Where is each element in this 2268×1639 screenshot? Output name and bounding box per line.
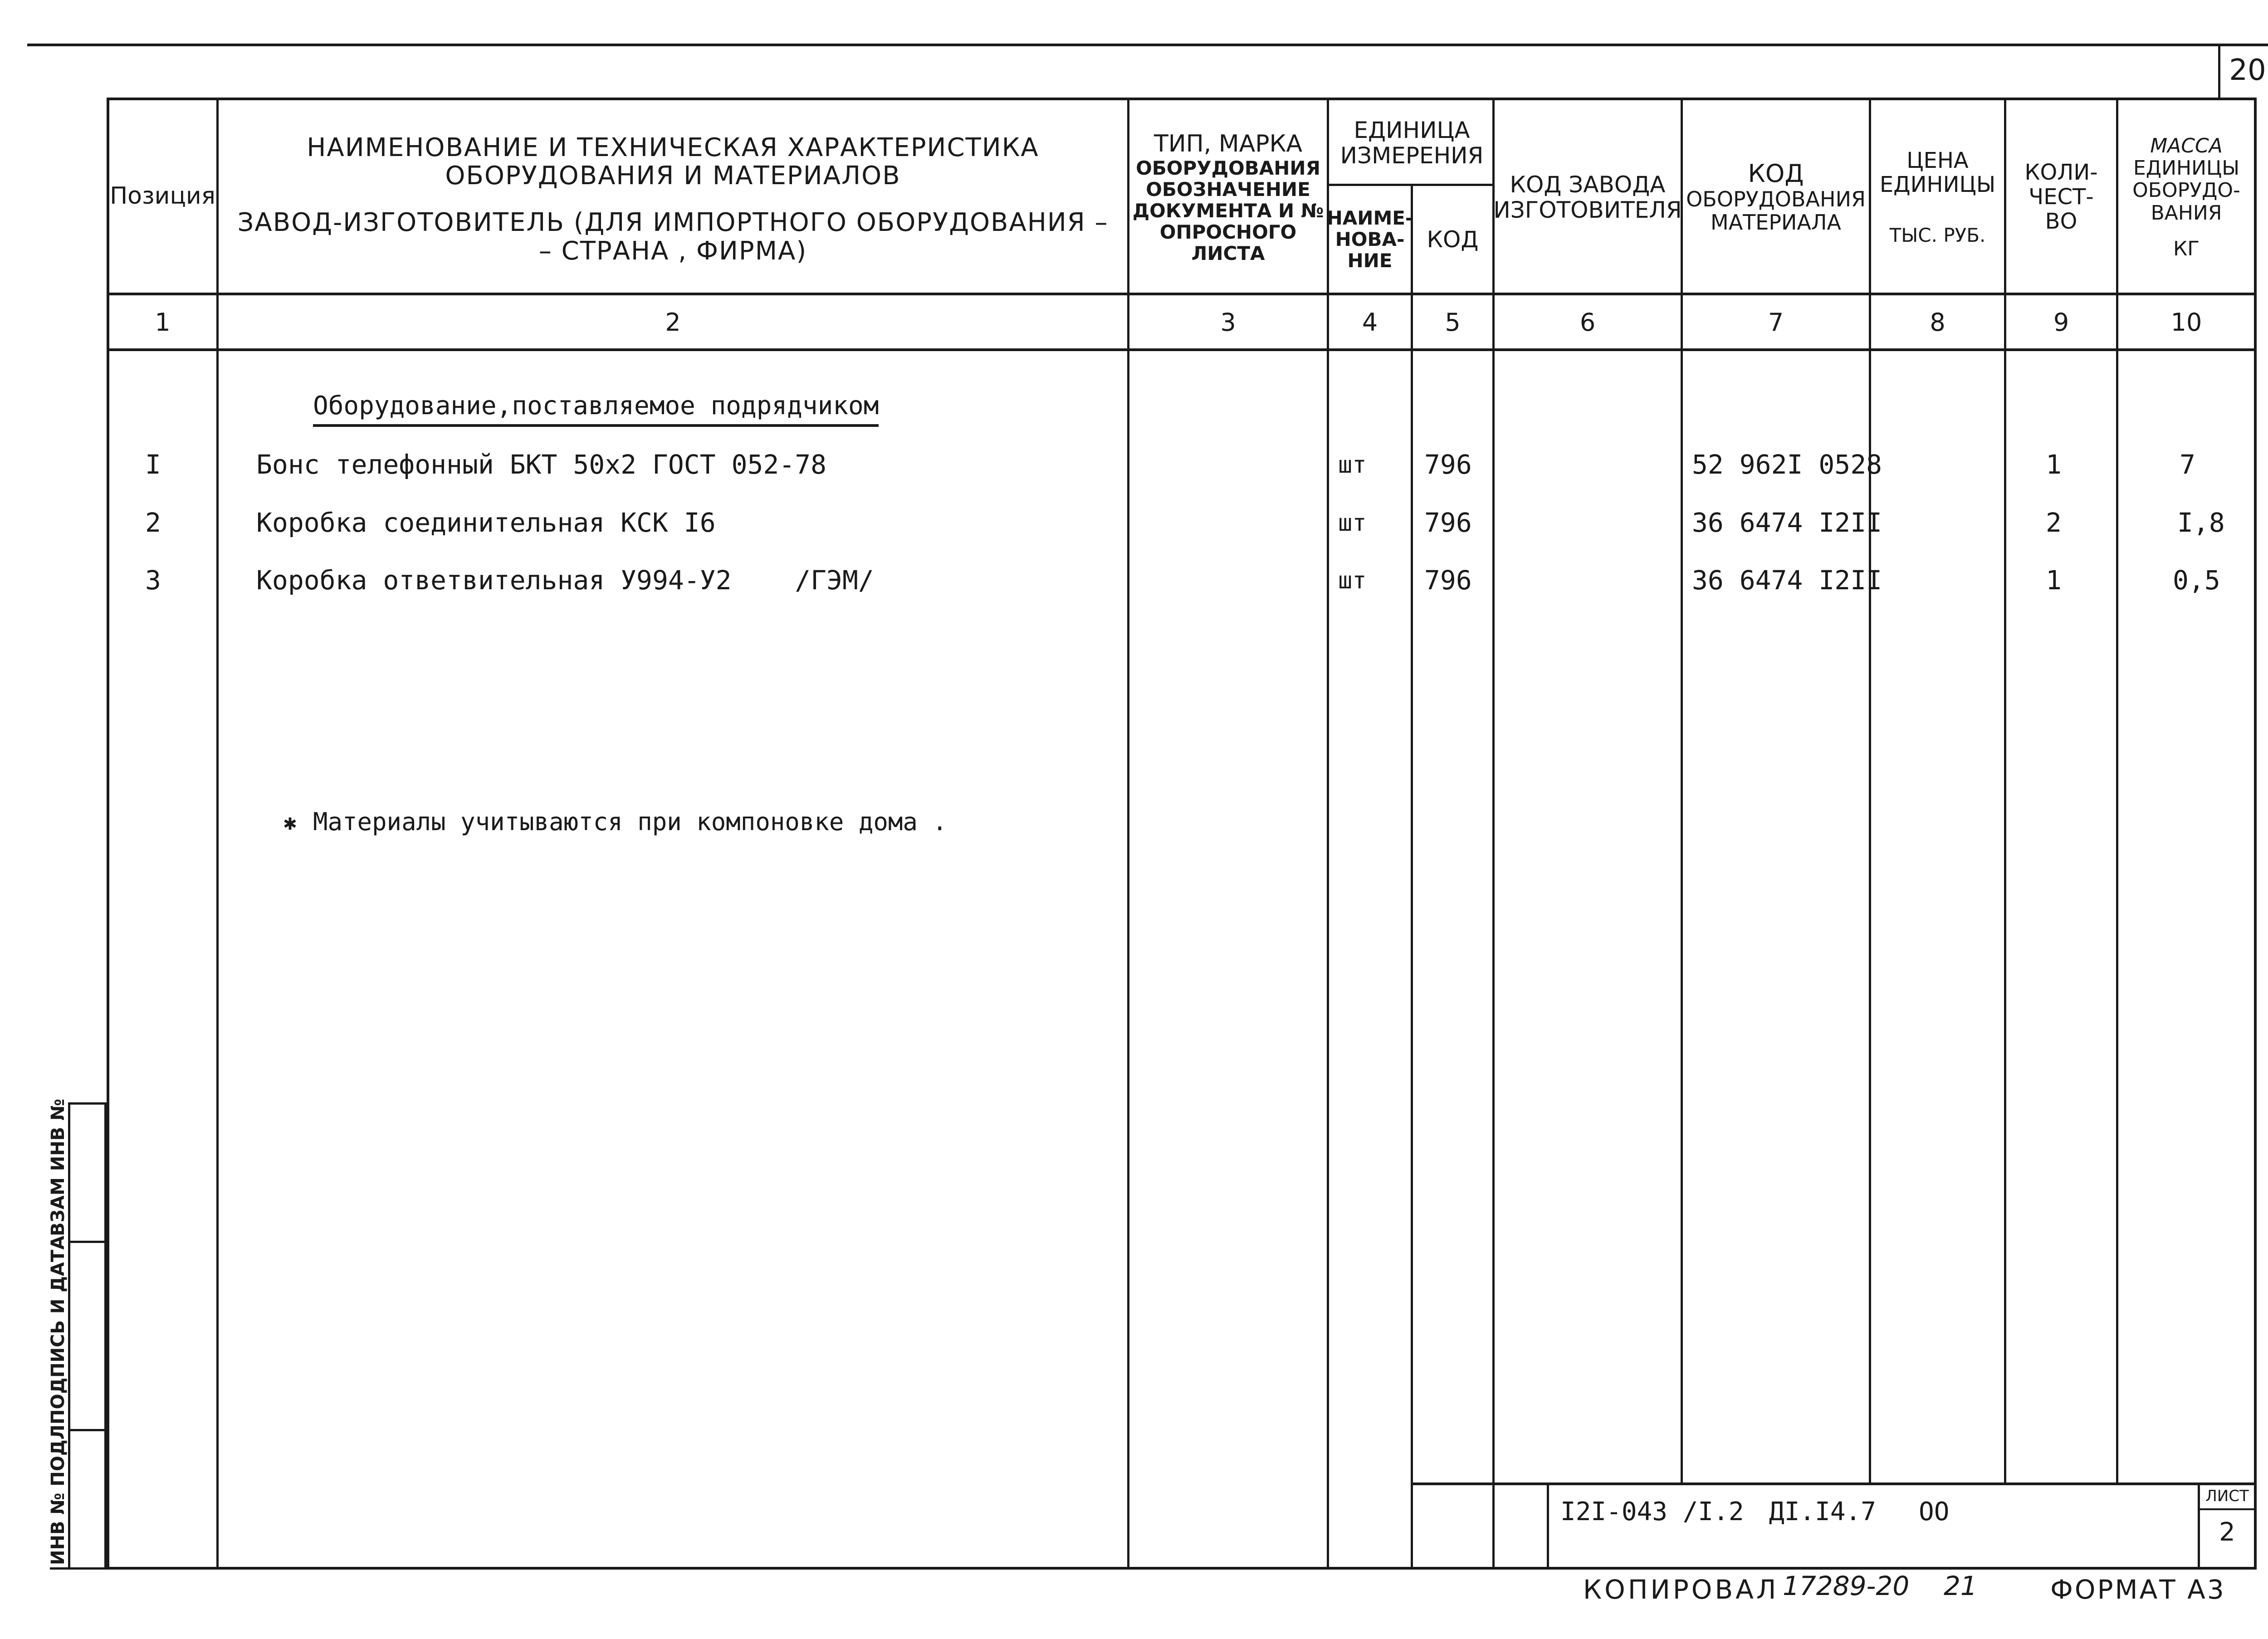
stamp-doc-code: I2I-043 /I.2	[1560, 1497, 1744, 1526]
footer-copied-number: 17289-20	[1783, 1571, 1910, 1601]
side-stamp-sep2	[68, 1429, 107, 1431]
header-col4	[1326, 186, 1413, 293]
header-col10-line1: МАССА	[2150, 134, 2223, 157]
row1-unit-code: 796	[1424, 449, 1472, 480]
header-col8	[1871, 102, 2004, 293]
header-col1-label: Позиция	[110, 182, 215, 210]
header-unit-line2: ИЗМЕРЕНИЯ	[1340, 142, 1484, 169]
note-mark: ✱	[284, 810, 297, 835]
sheet-number: 20	[2229, 54, 2266, 87]
side-stamp-top	[68, 1102, 107, 1105]
header-col10-line5: КГ	[2173, 237, 2200, 260]
col-number-2: 2	[665, 308, 681, 337]
header-col3-line4: ДОКУМЕНТА И №	[1132, 199, 1324, 222]
col-divider-4	[1411, 184, 1413, 1570]
header-col6-line1: КОД ЗАВОДА	[1510, 171, 1666, 198]
row1-material-code: 52 962I 0528	[1692, 449, 1882, 480]
col-number-3: 3	[1220, 308, 1236, 337]
header-col8-line3: ТЫС. РУБ.	[1889, 224, 1986, 247]
header-col2	[219, 109, 1127, 290]
row3-material-code: 36 6474 I2II	[1692, 565, 1882, 596]
header-col9-line2: ЧЕСТ-	[2028, 184, 2094, 210]
footer-copied-extra: 21	[1944, 1571, 1977, 1601]
header-col10-line4: ВАНИЯ	[2151, 201, 2222, 225]
header-col8-line2: ЕДИНИЦЫ	[1879, 172, 1996, 198]
stamp-doc-part: ДI.I4.7	[1769, 1497, 1877, 1526]
col-number-1: 1	[155, 308, 171, 337]
header-col6	[1495, 102, 1681, 293]
stamp-divider-b	[1547, 1482, 1549, 1570]
header-col4-line3: НИЕ	[1347, 250, 1393, 272]
header-col10-line2: ЕДИНИЦЫ	[2133, 157, 2240, 180]
side-stamp-bottom	[50, 1567, 107, 1570]
header-unit-line1: ЕДИНИЦА	[1354, 117, 1470, 143]
header-col10-line3: ОБОРУДО-	[2132, 179, 2240, 202]
side-stamp-inv-subst: ВЗАМ ИНВ №	[48, 1098, 68, 1236]
row3-mass: 0,5	[2173, 565, 2220, 596]
row2-name: Коробка соединительная КСК I6	[256, 507, 716, 538]
header-col2-line2: ОБОРУДОВАНИЯ И МАТЕРИАЛОВ	[445, 161, 901, 191]
row1-mass: 7	[2180, 449, 2195, 480]
col-number-4: 4	[1362, 308, 1378, 337]
header-col3-line1: ТИП, МАРКА	[1154, 130, 1303, 158]
header-col4-line2: НОВА-	[1335, 228, 1405, 250]
header-col7-line1: КОД	[1748, 159, 1804, 188]
header-col5	[1413, 186, 1492, 293]
section-title: Оборудование,поставляемое подрядчиком	[313, 391, 879, 427]
row1-position: I	[145, 449, 161, 480]
side-stamp-inv-orig: ИНВ № ПОДЛ	[48, 1424, 68, 1565]
col-number-9: 9	[2053, 308, 2069, 337]
row2-material-code: 36 6474 I2II	[1692, 507, 1882, 538]
row2-unit-code: 796	[1424, 507, 1472, 538]
header-col9	[2006, 102, 2116, 293]
header-col9-line1: КОЛИ-	[2024, 160, 2098, 186]
col-number-5: 5	[1445, 308, 1461, 337]
header-col3-line3: ОБОЗНАЧЕНИЕ	[1146, 178, 1310, 201]
side-stamp-sep1	[68, 1241, 107, 1243]
stamp-divider-a	[1492, 1482, 1495, 1570]
header-col4-line1: НАИМЕ-	[1326, 206, 1413, 229]
row2-position: 2	[145, 507, 161, 538]
header-col3	[1129, 102, 1327, 293]
header-col7-line3: МАТЕРИАЛА	[1711, 210, 1841, 235]
stamp-sheet-label: ЛИСТ	[2205, 1487, 2249, 1505]
header-col6-line2: ИЗГОТОВИТЕЛЯ	[1493, 197, 1682, 223]
stamp-sheet-value: 2	[2219, 1517, 2235, 1547]
col-number-8: 8	[1930, 308, 1945, 337]
top-rule	[27, 44, 2268, 46]
footer-format-label: ФОРМАТ А3	[2050, 1574, 2226, 1605]
row2-quantity: 2	[2046, 507, 2062, 538]
header-col5-label: КОД	[1427, 226, 1479, 253]
header-col8-line1: ЦЕНА	[1906, 147, 1969, 173]
header-unit-group	[1329, 102, 1495, 184]
sheet-number-box-divider	[2218, 45, 2220, 99]
row3-position: 3	[145, 565, 161, 596]
row3-unit-code: 796	[1424, 565, 1472, 596]
header-col3-line5: ОПРОСНОГО ЛИСТА	[1159, 220, 1297, 264]
row2-mass: I,8	[2177, 507, 2225, 538]
row1-name: Бонс телефонный БКТ 50х2 ГОСТ 052-78	[256, 449, 827, 480]
header-col2-line1: НАИМЕНОВАНИЕ И ТЕХНИЧЕСКАЯ ХАРАКТЕРИСТИКА	[307, 132, 1039, 162]
stamp-doc-suffix: ОО	[1919, 1497, 1950, 1526]
row1-unit: шт	[1338, 451, 1367, 479]
col-number-7: 7	[1768, 308, 1784, 337]
header-col3-line2: ОБОРУДОВАНИЯ	[1136, 157, 1320, 179]
row3-name: Коробка ответвительная У994-У2 /ГЭМ/	[256, 565, 874, 596]
row3-quantity: 1	[2046, 565, 2062, 596]
row2-unit: шт	[1338, 509, 1367, 537]
header-col2-line4: – СТРАНА , ФИРМА)	[538, 236, 807, 266]
col-number-6: 6	[1579, 308, 1596, 337]
header-col7-line2: ОБОРУДОВАНИЯ	[1686, 186, 1866, 211]
side-stamp-inner	[104, 1102, 107, 1570]
stamp-top-rule	[1411, 1482, 2257, 1485]
footer-copied-label: КОПИРОВАЛ	[1583, 1574, 1779, 1605]
row1-quantity: 1	[2046, 449, 2062, 480]
row3-unit: шт	[1338, 567, 1367, 594]
header-col1	[109, 100, 216, 293]
header-col2-line3: ЗАВОД-ИЗГОТОВИТЕЛЬ (ДЛЯ ИМПОРТНОГО ОБОРУДОВАНИЯ –	[237, 208, 1109, 237]
header-col10	[2118, 102, 2254, 293]
col-number-10: 10	[2170, 308, 2202, 337]
header-col9-line3: ВО	[2045, 208, 2077, 234]
note-text: Материалы учитываются при компоновке дома .	[313, 807, 947, 836]
stamp-sheet-split	[2198, 1508, 2257, 1510]
side-stamp-sign-date: ПОДПИСЬ И ДАТА	[48, 1235, 68, 1424]
header-col7	[1683, 102, 1869, 293]
